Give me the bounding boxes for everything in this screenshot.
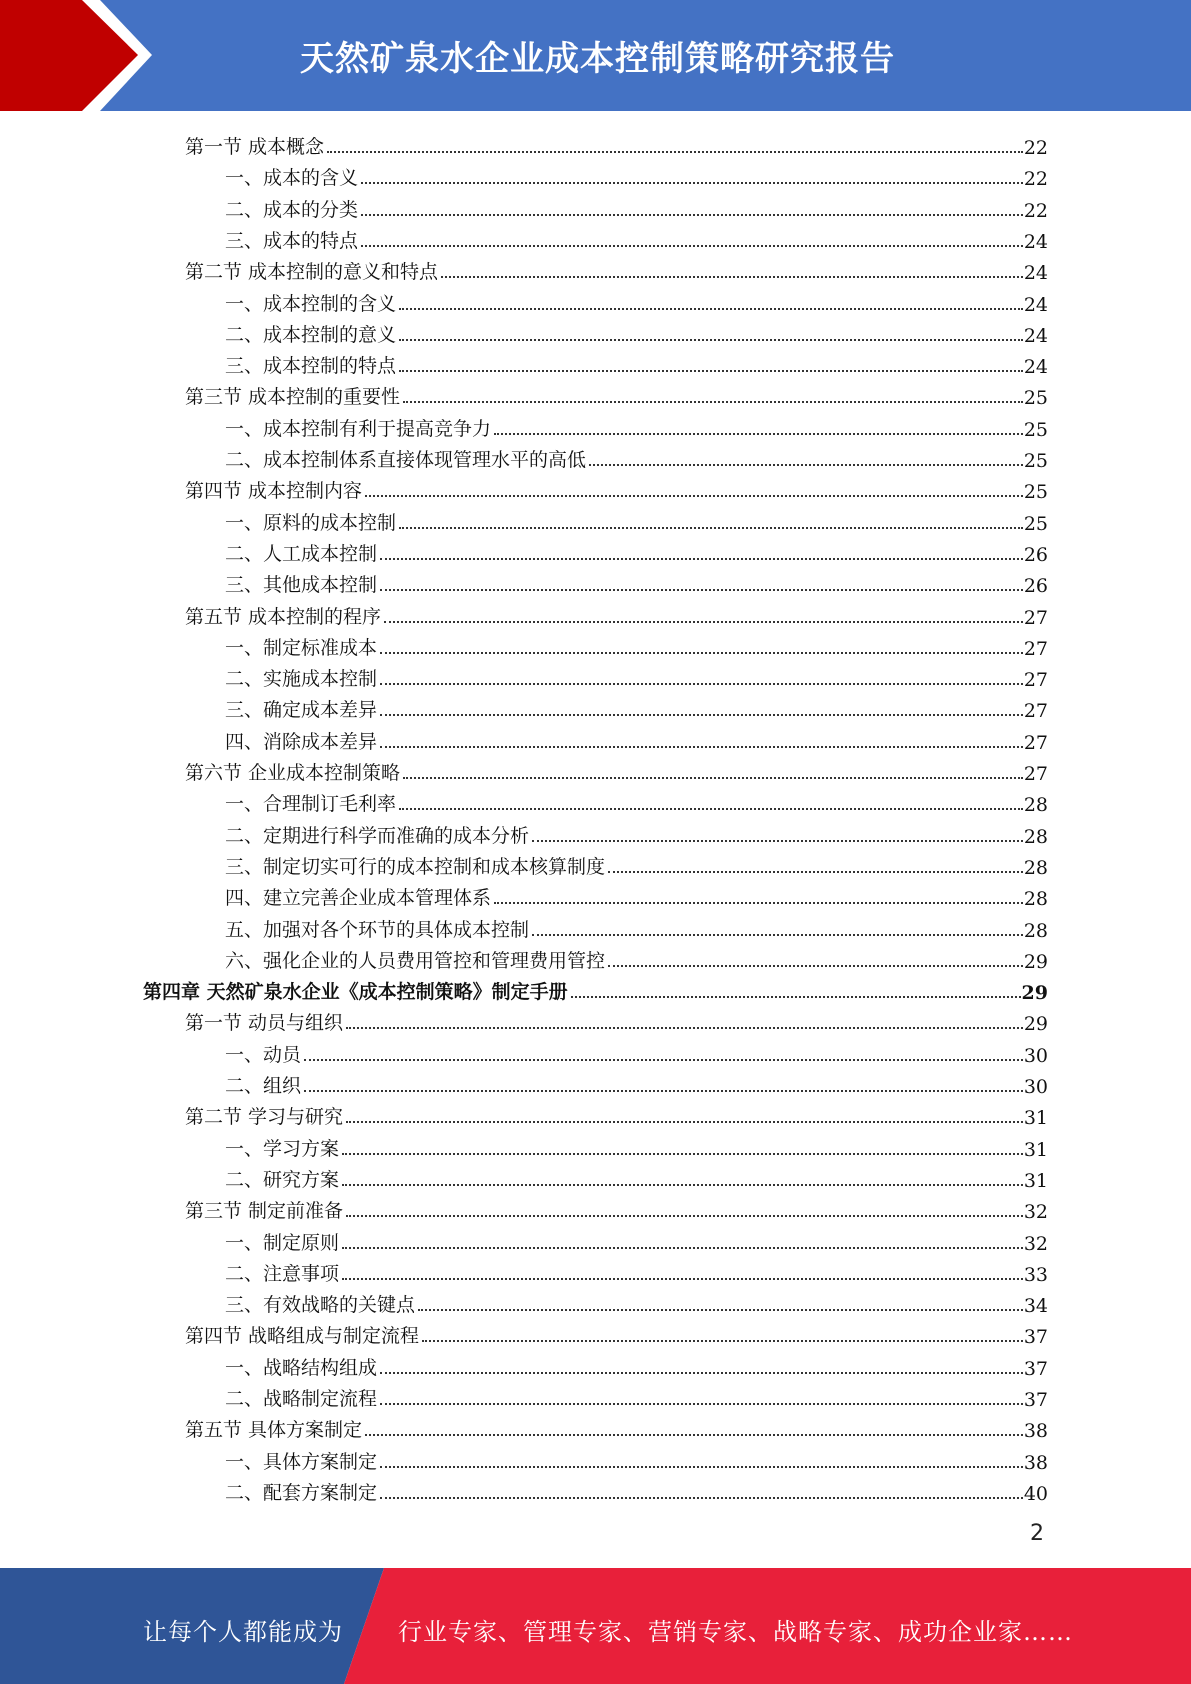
toc-subsection-entry[interactable]	[225, 691, 1048, 722]
toc-section-entry[interactable]	[185, 1192, 1048, 1223]
toc-dot-leader	[589, 464, 1023, 466]
toc-page-number: 26	[1023, 543, 1048, 566]
toc-dot-leader	[399, 308, 1023, 310]
toc-dot-leader	[571, 996, 1021, 998]
toc-page-number: 24	[1023, 356, 1048, 379]
toc-dot-leader	[532, 840, 1023, 842]
toc-entry-title: 二、成本控制体系直接体现管理水平的高低	[225, 449, 587, 471]
toc-dot-leader	[380, 746, 1023, 748]
toc-entry-title: 第五节 具体方案制定	[185, 1419, 363, 1442]
toc-subsection-entry[interactable]	[225, 159, 1048, 190]
toc-page-number: 24	[1023, 230, 1048, 253]
toc-chapter-entry[interactable]	[143, 973, 1048, 1004]
toc-page-number: 30	[1023, 1044, 1048, 1067]
toc-entry-title: 一、合理制订毛利率	[225, 793, 397, 816]
toc-dot-leader	[384, 621, 1023, 623]
toc-entry-title: 二、成本控制的意义	[225, 323, 397, 346]
toc-subsection-entry[interactable]	[225, 535, 1048, 566]
toc-entry-title: 四、建立完善企业成本管理体系	[225, 887, 492, 910]
toc-section-entry[interactable]	[185, 253, 1048, 284]
toc-page-number: 24	[1023, 262, 1048, 285]
footer-slogan-left: 让每个人都能成为	[143, 1618, 343, 1646]
toc-dot-leader	[399, 527, 1023, 529]
toc-entry-title: 三、制定切实可行的成本控制和成本核算制度	[225, 855, 606, 878]
toc-entry-title: 第三节 制定前准备	[185, 1200, 344, 1223]
toc-page-number: 37	[1023, 1326, 1048, 1349]
toc-entry-title: 一、成本控制的含义	[225, 292, 397, 315]
toc-page-number: 22	[1023, 137, 1048, 159]
toc-subsection-entry[interactable]	[225, 222, 1048, 253]
toc-entry-title: 第四节 成本控制内容	[185, 480, 363, 503]
toc-page-number: 34	[1023, 1295, 1048, 1318]
toc-subsection-entry[interactable]	[225, 785, 1048, 816]
toc-dot-leader	[380, 589, 1023, 591]
toc-dot-leader	[532, 934, 1023, 936]
toc-subsection-entry[interactable]	[225, 1067, 1048, 1098]
toc-entry-title: 第五节 成本控制的程序	[185, 605, 382, 628]
report-title: 天然矿泉水企业成本控制策略研究报告	[300, 39, 895, 79]
toc-dot-leader	[361, 182, 1023, 184]
toc-dot-leader	[422, 1340, 1023, 1342]
toc-page-number: 28	[1023, 919, 1048, 942]
toc-subsection-entry[interactable]	[225, 347, 1048, 378]
toc-dot-leader	[399, 370, 1023, 372]
toc-entry-title: 一、成本控制有利于提高竞争力	[225, 417, 492, 440]
toc-section-entry[interactable]	[185, 1317, 1048, 1348]
toc-page-number: 40	[1023, 1482, 1048, 1505]
footer-slogan-right: 行业专家、管理专家、营销专家、战略专家、成功企业家……	[398, 1618, 1073, 1646]
toc-dot-leader	[403, 777, 1023, 779]
toc-dot-leader	[494, 902, 1023, 904]
toc-page-number: 28	[1023, 888, 1048, 911]
toc-dot-leader	[346, 1027, 1023, 1029]
toc-page-number: 29	[1023, 1013, 1048, 1036]
toc-dot-leader	[380, 558, 1023, 560]
toc-subsection-entry[interactable]	[225, 1443, 1048, 1474]
toc-page-number: 25	[1023, 450, 1048, 472]
toc-dot-leader	[342, 1184, 1023, 1186]
toc-dot-leader	[346, 1215, 1023, 1217]
toc-entry-title: 第四章 天然矿泉水企业《成本控制策略》制定手册	[143, 981, 568, 1004]
toc-subsection-entry[interactable]	[225, 1224, 1048, 1255]
toc-entry-title: 一、成本的含义	[225, 167, 359, 190]
toc-page-number: 28	[1023, 794, 1048, 817]
toc-page-number: 37	[1023, 1357, 1048, 1380]
toc-subsection-entry[interactable]	[225, 1380, 1048, 1411]
toc-dot-leader	[494, 433, 1023, 435]
toc-page-number: 30	[1023, 1076, 1048, 1098]
toc-page-number: 31	[1023, 1138, 1048, 1161]
toc-subsection-entry[interactable]	[225, 566, 1048, 597]
toc-page-number: 32	[1023, 1201, 1048, 1224]
toc-subsection-entry[interactable]	[225, 1286, 1048, 1317]
toc-dot-leader	[380, 683, 1023, 685]
toc-page-number: 28	[1023, 856, 1048, 879]
toc-subsection-entry[interactable]	[225, 191, 1048, 222]
toc-subsection-entry[interactable]	[225, 1161, 1048, 1192]
toc-dot-leader	[304, 1090, 1023, 1092]
toc-subsection-entry[interactable]	[225, 1036, 1048, 1067]
toc-entry-title: 二、成本的分类	[225, 198, 359, 221]
toc-entry-title: 三、成本控制的特点	[225, 355, 397, 378]
toc-dot-leader	[380, 714, 1023, 716]
toc-section-entry[interactable]	[185, 472, 1048, 503]
toc-page-number: 22	[1023, 199, 1048, 222]
toc-entry-title: 二、人工成本控制	[225, 542, 378, 565]
toc-subsection-entry[interactable]	[225, 316, 1048, 347]
toc-entry-title: 五、加强对各个环节的具体成本控制	[225, 918, 530, 941]
toc-dot-leader	[346, 1121, 1023, 1123]
toc-entry-title: 第一节 成本概念	[185, 136, 325, 158]
toc-subsection-entry[interactable]	[225, 942, 1048, 973]
toc-dot-leader	[327, 151, 1023, 153]
toc-entry-title: 一、具体方案制定	[225, 1450, 378, 1473]
toc-section-entry[interactable]	[185, 598, 1048, 629]
toc-section-entry[interactable]	[185, 128, 1048, 159]
toc-subsection-entry[interactable]	[225, 629, 1048, 660]
toc-page-number: 31	[1023, 1107, 1048, 1130]
toc-subsection-entry[interactable]	[225, 879, 1048, 910]
toc-page-number: 27	[1023, 763, 1048, 785]
toc-dot-leader	[380, 1466, 1023, 1468]
toc-page-number: 32	[1023, 1232, 1048, 1255]
toc-dot-leader	[608, 965, 1023, 967]
toc-entry-title: 第二节 成本控制的意义和特点	[185, 261, 439, 284]
toc-section-entry[interactable]	[185, 754, 1048, 785]
toc-subsection-entry[interactable]	[225, 817, 1048, 848]
toc-entry-title: 第三节 成本控制的重要性	[185, 386, 401, 409]
toc-page-number: 38	[1023, 1420, 1048, 1443]
toc-page-number: 25	[1023, 387, 1048, 410]
toc-page-number: 25	[1023, 512, 1048, 535]
page-number: 2	[1030, 1521, 1044, 1546]
page-footer	[0, 1568, 1191, 1684]
toc-entry-title: 四、消除成本差异	[225, 730, 378, 753]
toc-section-entry[interactable]	[185, 1411, 1048, 1442]
toc-dot-leader	[380, 652, 1023, 654]
toc-subsection-entry[interactable]	[225, 911, 1048, 942]
toc-entry-title: 六、强化企业的人员费用管控和管理费用管控	[225, 949, 606, 972]
toc-subsection-entry[interactable]	[225, 1349, 1048, 1380]
toc-page-number: 29	[1021, 982, 1048, 1005]
toc-entry-title: 一、动员	[225, 1043, 302, 1066]
toc-page-number: 25	[1023, 418, 1048, 441]
toc-entry-title: 二、实施成本控制	[225, 668, 378, 691]
toc-dot-leader	[361, 245, 1023, 247]
toc-page-number: 29	[1023, 950, 1048, 973]
toc-dot-leader	[304, 1059, 1023, 1061]
toc-entry-title: 二、注意事项	[225, 1262, 340, 1285]
toc-dot-leader	[399, 339, 1023, 341]
toc-entry-title: 二、战略制定流程	[225, 1388, 378, 1410]
toc-dot-leader	[361, 214, 1023, 216]
toc-page-number: 22	[1023, 168, 1048, 191]
toc-page-number: 26	[1023, 575, 1048, 598]
toc-dot-leader	[365, 495, 1023, 497]
toc-dot-leader	[418, 1309, 1023, 1311]
toc-subsection-entry[interactable]	[225, 410, 1048, 441]
toc-entry-title: 第六节 企业成本控制策略	[185, 762, 401, 784]
toc-dot-leader	[380, 1497, 1023, 1499]
toc-dot-leader	[342, 1247, 1023, 1249]
toc-subsection-entry[interactable]	[225, 1255, 1048, 1286]
toc-page-number: 27	[1023, 669, 1048, 692]
toc-dot-leader	[365, 1434, 1023, 1436]
toc-dot-leader	[380, 1372, 1023, 1374]
toc-page-number: 25	[1023, 481, 1048, 504]
toc-page-number: 37	[1023, 1389, 1048, 1411]
toc-entry-title: 第四节 战略组成与制定流程	[185, 1325, 420, 1348]
toc-section-entry[interactable]	[185, 378, 1048, 409]
toc-page-number: 38	[1023, 1451, 1048, 1474]
toc-page-number: 27	[1023, 637, 1048, 660]
toc-page-number: 33	[1023, 1263, 1048, 1286]
toc-entry-title: 二、定期进行科学而准确的成本分析	[225, 824, 530, 847]
toc-subsection-entry[interactable]	[225, 441, 1048, 472]
toc-entry-title: 一、制定标准成本	[225, 636, 378, 659]
toc-dot-leader	[403, 401, 1023, 403]
toc-entry-title: 一、学习方案	[225, 1137, 340, 1160]
toc-subsection-entry[interactable]	[225, 723, 1048, 754]
toc-page-number: 27	[1023, 731, 1048, 754]
toc-section-entry[interactable]	[185, 1098, 1048, 1129]
toc-entry-title: 第一节 动员与组织	[185, 1012, 344, 1035]
toc-subsection-entry[interactable]	[225, 848, 1048, 879]
toc-subsection-entry[interactable]	[225, 285, 1048, 316]
toc-entry-title: 三、确定成本差异	[225, 699, 378, 722]
toc-dot-leader	[380, 1403, 1023, 1405]
toc-dot-leader	[342, 1153, 1023, 1155]
toc-page-number: 31	[1023, 1169, 1048, 1192]
toc-entry-title: 二、研究方案	[225, 1168, 340, 1191]
toc-page-number: 27	[1023, 700, 1048, 723]
toc-section-entry[interactable]	[185, 1004, 1048, 1035]
toc-page-number: 24	[1023, 293, 1048, 316]
toc-dot-leader	[342, 1278, 1023, 1280]
toc-entry-title: 三、成本的特点	[225, 229, 359, 252]
toc-entry-title: 一、制定原则	[225, 1231, 340, 1254]
toc-dot-leader	[608, 871, 1023, 873]
toc-dot-leader	[441, 276, 1023, 278]
toc-entry-title: 一、战略结构组成	[225, 1356, 378, 1379]
toc-subsection-entry[interactable]	[225, 504, 1048, 535]
toc-subsection-entry[interactable]	[225, 660, 1048, 691]
toc-dot-leader	[399, 808, 1023, 810]
toc-page-number: 24	[1023, 324, 1048, 347]
toc-page-number: 27	[1023, 606, 1048, 629]
toc-entry-title: 第二节 学习与研究	[185, 1106, 344, 1129]
toc-subsection-entry[interactable]	[225, 1474, 1048, 1505]
toc-page-number: 28	[1023, 825, 1048, 848]
toc-entry-title: 三、其他成本控制	[225, 574, 378, 597]
toc-entry-title: 二、配套方案制定	[225, 1481, 378, 1504]
toc-entry-title: 一、原料的成本控制	[225, 511, 397, 534]
header-red-arrow	[0, 0, 138, 111]
page-header	[0, 0, 1191, 111]
toc-subsection-entry[interactable]	[225, 1130, 1048, 1161]
toc-entry-title: 三、有效战略的关键点	[225, 1294, 416, 1317]
toc-entry-title: 二、组织	[225, 1075, 302, 1097]
